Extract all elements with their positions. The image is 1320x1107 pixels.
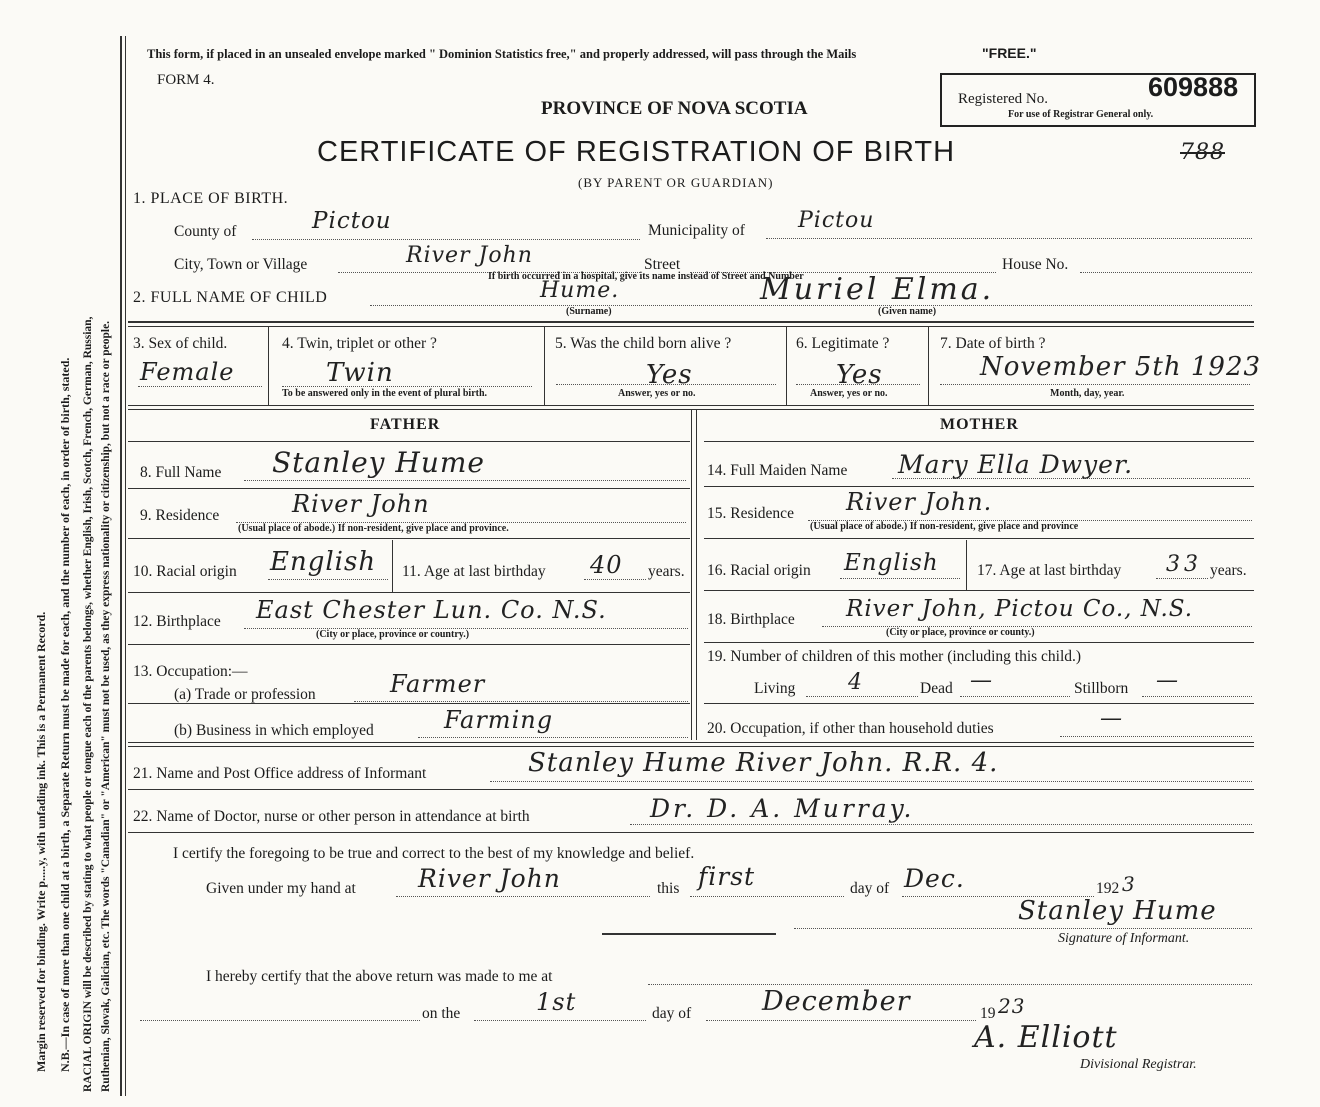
registrar-on-the: on the [422,1005,461,1022]
mother-occupation-label: 20. Occupation, if other than household duties [707,720,994,737]
mother-heading-rule [704,441,1254,442]
rule-m19 [704,703,1254,704]
born-alive-value[interactable]: Yes [646,360,693,390]
child-name-label: 2. FULL NAME OF CHILD [133,289,328,306]
given-place-line [396,896,650,897]
rule-top-thin [128,326,1254,327]
registrar-month-value[interactable]: December [762,986,911,1017]
rule-m16 [704,590,1254,591]
registrar-year-prefix: 19 [980,1005,996,1022]
registered-no-label: Registered No. [958,91,1048,107]
father-heading: FATHER [370,416,441,433]
rule-top [128,321,1254,323]
rule-m18 [704,642,1254,643]
place-of-birth-heading: 1. PLACE OF BIRTH. [133,190,289,207]
registrar-place-line [648,984,1252,985]
living-value[interactable]: 4 [848,670,863,695]
dead-line [960,696,1070,697]
given-month-value[interactable]: Dec. [904,864,965,893]
struck-number: 788 [1180,140,1225,165]
rule-f12 [128,644,690,645]
margin-border-inner [125,36,126,1096]
rule-parents-bottom [128,742,1254,743]
legitimate-line [796,384,920,385]
doctor-value[interactable]: Dr. D. A. Murray. [650,794,915,823]
mother-occupation-line [1060,736,1252,737]
children-count-label: 19. Number of children of this mother (including this child.) [707,648,1082,665]
rule-row3 [128,405,1254,406]
city-value[interactable]: River John [406,243,533,268]
stillborn-line [1142,696,1252,697]
stillborn-value[interactable]: — [1156,668,1179,693]
certificate-subtitle: (BY PARENT OR GUARDIAN) [578,175,774,190]
sex-line [138,386,262,387]
father-business-value[interactable]: Farming [444,706,554,734]
rule-f9 [128,538,690,539]
dob-line [940,384,1250,385]
municipality-value[interactable]: Pictou [798,208,875,233]
living-label: Living [754,680,796,697]
mail-notice: This form, if placed in an unsealed envelope marked " Dominion Statistics free," and properly addressed, will pass through the Mails [147,47,857,61]
given-day-value[interactable]: first [698,862,756,891]
father-age-unit: years. [648,563,685,580]
hospital-note: If birth occurred in a hospital, give its name instead of Street and Number [488,271,804,282]
margin-note-racial-origin: RACIAL ORIGIN will be described by stating to what people or tongue each of the parents belongs, whether English, Irish, Scotch, French, German, Russian, [82,316,94,1092]
registrar-signature[interactable]: A. Elliott [974,1020,1118,1055]
registrar-caption: Divisional Registrar. [1080,1057,1197,1072]
parents-divider-2 [696,410,697,740]
legitimate-note: Answer, yes or no. [810,388,888,399]
rule-m15 [704,538,1254,539]
certify-statement: I certify the foregoing to be true and correct to the best of my knowledge and belief. [173,845,695,862]
this-label: this [657,880,680,897]
mother-name-label: 14. Full Maiden Name [707,462,848,479]
mother-occupation-value[interactable]: — [1100,706,1123,731]
given-under-label: Given under my hand at [206,880,356,897]
given-year-prefix: 192 [1096,880,1120,897]
informant-line [490,781,1252,782]
father-race-label: 10. Racial origin [133,563,237,580]
father-name-value[interactable]: Stanley Hume [272,446,485,479]
sex-value[interactable]: Female [140,358,235,386]
mother-race-line [840,578,960,579]
registered-no-note: For use of Registrar General only. [1008,109,1154,120]
rule-21 [128,789,1254,790]
dead-value[interactable]: — [970,668,993,693]
born-alive-label: 5. Was the child born alive ? [555,335,732,352]
form-number: FORM 4. [157,72,215,88]
legitimate-value[interactable]: Yes [836,360,883,390]
registrar-statement: I hereby certify that the above return was made to me at [206,968,553,985]
twin-value[interactable]: Twin [326,358,394,388]
municipality-line [766,238,1252,239]
father-name-label: 8. Full Name [140,464,222,481]
county-value[interactable]: Pictou [312,208,392,234]
county-label: County of [174,223,237,240]
child-surname[interactable]: Hume. [540,278,620,303]
registrar-day-value[interactable]: 1st [536,988,577,1016]
father-age-value[interactable]: 40 [590,551,623,579]
registrar-lead-line [140,1020,420,1021]
father-business-label: (b) Business in which employed [174,722,374,739]
doctor-line [630,824,1252,825]
mother-birthplace-label: 18. Birthplace [707,611,795,628]
father-name-line [244,480,686,481]
given-year-suffix[interactable]: 3 [1122,872,1136,896]
twin-line [282,386,532,387]
father-trade-label: (a) Trade or profession [174,686,316,703]
registrar-day-of: day of [652,1005,692,1022]
mother-heading: MOTHER [940,416,1019,433]
margin-border [120,36,122,1096]
registered-number: 609888 [1148,72,1239,102]
dob-label: 7. Date of birth ? [940,335,1046,352]
informant-signature[interactable]: Stanley Hume [1018,896,1217,926]
father-residence-value[interactable]: River John [292,490,430,518]
mother-residence-label: 15. Residence [707,505,794,522]
father-trade-value[interactable]: Farmer [390,670,486,698]
father-residence-note: (Usual place of abode.) If non-resident, give place and province. [238,523,509,534]
informant-value[interactable]: Stanley Hume River John. R.R. 4. [528,748,999,778]
city-label: City, Town or Village [174,256,308,273]
mother-residence-value[interactable]: River John. [846,488,993,516]
rule-22 [128,832,1254,833]
born-alive-note: Answer, yes or no. [618,388,696,399]
mother-age-unit: years. [1210,562,1247,579]
father-birthplace-value[interactable]: East Chester Lun. Co. N.S. [256,596,607,624]
certificate-title: CERTIFICATE OF REGISTRATION OF BIRTH [317,136,956,168]
margin-note-racial-origin-cont: Ruthenian, Slovak, Galician, etc. The words "Canadian" or "American" must not be used, as they express nationality or citizenship, but not a race or people. [100,320,112,1092]
municipality-label: Municipality of [648,222,745,239]
father-residence-label: 9. Residence [140,507,220,524]
father-trade-line [354,701,688,702]
father-race-line [268,579,388,580]
province-title: PROVINCE OF NOVA SCOTIA [541,98,808,119]
mother-race-divider [966,540,967,590]
informant-signature-caption: Signature of Informant. [1058,931,1190,946]
parents-divider [691,410,692,740]
father-race-divider [392,540,393,592]
street-label: Street [644,256,681,273]
rule-m14 [704,486,1254,487]
living-line [806,696,918,697]
sex-label: 3. Sex of child. [133,335,228,352]
house-no-label: House No. [1002,256,1069,273]
mother-age-line [1156,578,1208,579]
rule-f8 [128,488,690,489]
rule-parents-bottom-b [128,746,1254,747]
mother-name-value[interactable]: Mary Ella Dwyer. [898,450,1134,479]
dob-note: Month, day, year. [1050,388,1125,399]
given-day-line [690,896,844,897]
rule-f13a [128,703,690,704]
blank-signature-line [602,933,776,935]
registrar-day-line [474,1020,646,1021]
father-birthplace-note: (City or place, province or country.) [316,629,470,640]
margin-note-plural-birth: N.B.—In case of more than one child at a birth, a Separate Return must be made for each, and the number of each, in order of birth, stated. [58,357,72,1072]
margin-note-binding: Margin reserved for binding. Write p.....y, with unfading ink. This is a Permanent Record. [34,611,48,1072]
father-birthplace-label: 12. Birthplace [133,613,221,630]
stillborn-label: Stillborn [1074,680,1129,697]
born-alive-line [556,384,776,385]
mother-birthplace-value[interactable]: River John, Pictou Co., N.S. [846,596,1194,622]
mother-residence-note: (Usual place of abode.) If non-resident, give place and province [810,521,1079,532]
informant-signature-line [794,928,1252,929]
mother-age-value[interactable]: 33 [1166,552,1202,577]
rule-f10 [128,592,690,593]
mother-race-label: 16. Racial origin [707,562,811,579]
mother-race-value[interactable]: English [844,550,939,576]
dob-value[interactable]: November 5th 1923 [980,352,1262,382]
given-name-caption: (Given name) [878,306,937,317]
father-heading-rule [128,441,690,442]
twin-note: To be answered only in the event of plural birth. [282,388,488,399]
child-given-name[interactable]: Muriel Elma. [760,272,995,307]
col-divider-2 [544,327,545,405]
col-divider-4 [928,327,929,405]
mother-age-label: 17. Age at last birthday [977,562,1122,579]
surname-caption: (Surname) [566,306,612,317]
legitimate-label: 6. Legitimate ? [796,335,890,352]
informant-label: 21. Name and Post Office address of Informant [133,765,427,782]
father-race-value[interactable]: English [270,547,377,577]
registrar-year-suffix[interactable]: 23 [998,994,1026,1018]
mail-free: "FREE." [982,45,1037,61]
county-line [252,239,640,240]
twin-label: 4. Twin, triplet or other ? [282,335,437,352]
doctor-label: 22. Name of Doctor, nurse or other person in attendance at birth [133,808,530,825]
day-of-label: day of [850,880,890,897]
col-divider-1 [268,327,269,405]
father-age-line [584,579,646,580]
dead-label: Dead [920,680,953,697]
father-business-line [418,737,688,738]
registrar-month-line [706,1020,976,1021]
given-place-value[interactable]: River John [418,864,561,893]
mother-birthplace-note: (City or place, province or county.) [886,627,1035,638]
col-divider-3 [786,327,787,405]
father-age-label: 11. Age at last birthday [402,563,546,580]
father-occupation-label: 13. Occupation:— [133,663,248,680]
house-no-line [1080,272,1252,273]
